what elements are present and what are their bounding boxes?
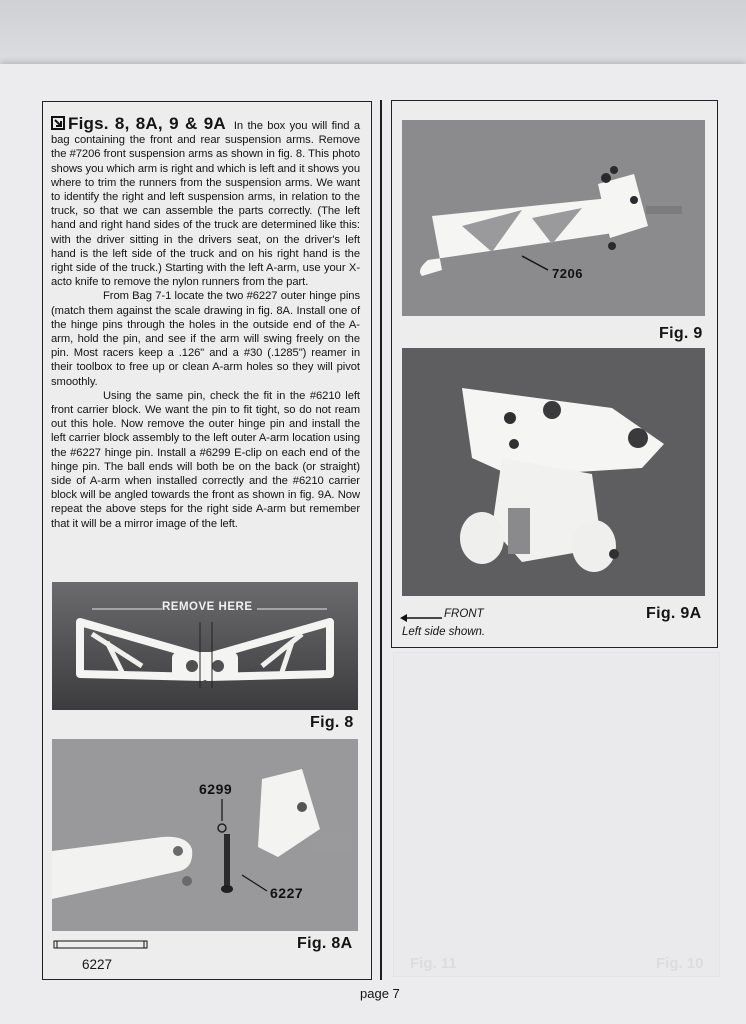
column-divider [380,100,382,980]
bleed-through-panel [393,652,720,977]
scan-top-edge [0,0,746,66]
section-heading: Figs. 8, 8A, 9 & 9A [68,114,226,133]
ghost-fig-11: Fig. 11 [410,955,457,972]
fig-8a-label: Fig. 8A [297,935,353,952]
arrow-box-icon [51,116,65,130]
page-number: page 7 [360,986,400,1001]
paragraph-1 [51,116,360,289]
callout-7206: 7206 [552,266,583,281]
left-side-note: Left side shown. [402,626,486,638]
fig-9a-photo [402,348,705,596]
paragraph-2: From Bag 7-1 locate the two #6227 outer hinge pins (match them against the scale drawing in fig. 8A. Install one of the hinge pins through the holes in the outside end of the A-arm, hold the pin, and see if the arm will swing freely on the pin. Most racers keep a .126" and a #30 (.1285") reamer in their toolbox to free up or clean A-arm holes so they will pivot smoothly. [51,290,360,388]
callout-6227: 6227 [270,885,304,901]
callout-6299: 6299 [199,781,233,797]
instructions-text [51,116,360,531]
fig-9-label: Fig. 9 [659,325,703,342]
remove-here-callout: REMOVE HERE [162,601,253,613]
hinge-pin-scale-drawing [53,937,148,948]
paragraph-1-text: In the box you will find a bag containing the front and rear suspension arms. Remove the #7206 front suspension arms as shown in fig. 8. This photo shows you which arm is right and which is left and it shows you where to trim the runners from the suspension arms. We want to identify the right and left suspension arms, in relation to the truck, so that we can assemble the parts correctly. (The left hand and right hand sides of the truck are determined like this: with the driver sitting in the drivers seat, on the driver's left hand is the left side of the truck and on his right hand is the right side of the truck.) Starting with the left A-arm, use your X-acto knife to remove the nylon runners from the part. [51,120,360,289]
ghost-fig-10: Fig. 10 [656,955,704,972]
front-direction-label: FRONT [444,608,484,620]
fig-9-photo [402,120,705,316]
fig-8-photo [52,582,358,710]
fig-8-label: Fig. 8 [310,714,354,731]
fig-9a-label: Fig. 9A [646,605,702,622]
scale-drawing-label: 6227 [82,957,113,972]
paragraph-3: Using the same pin, check the fit in the #6210 left front carrier block. We want the pin to fit tight, so do not ream out this hole. Now remove the outer hinge pin and install the left carrier block assembly to the left outer A-arm location using the #6227 hinge pin. Install a #6299 E-clip on each end of the hinge pin. The ball ends will both be on the back (or straight) side of A-arm when installed correctly and the #6210 carrier block will be angled towards the front as shown in fig. 9A. Now repeat the above steps for the right side A-arm but remember that it will be a mirror image of the left. [51,389,360,530]
fig-8a-photo [52,739,358,931]
